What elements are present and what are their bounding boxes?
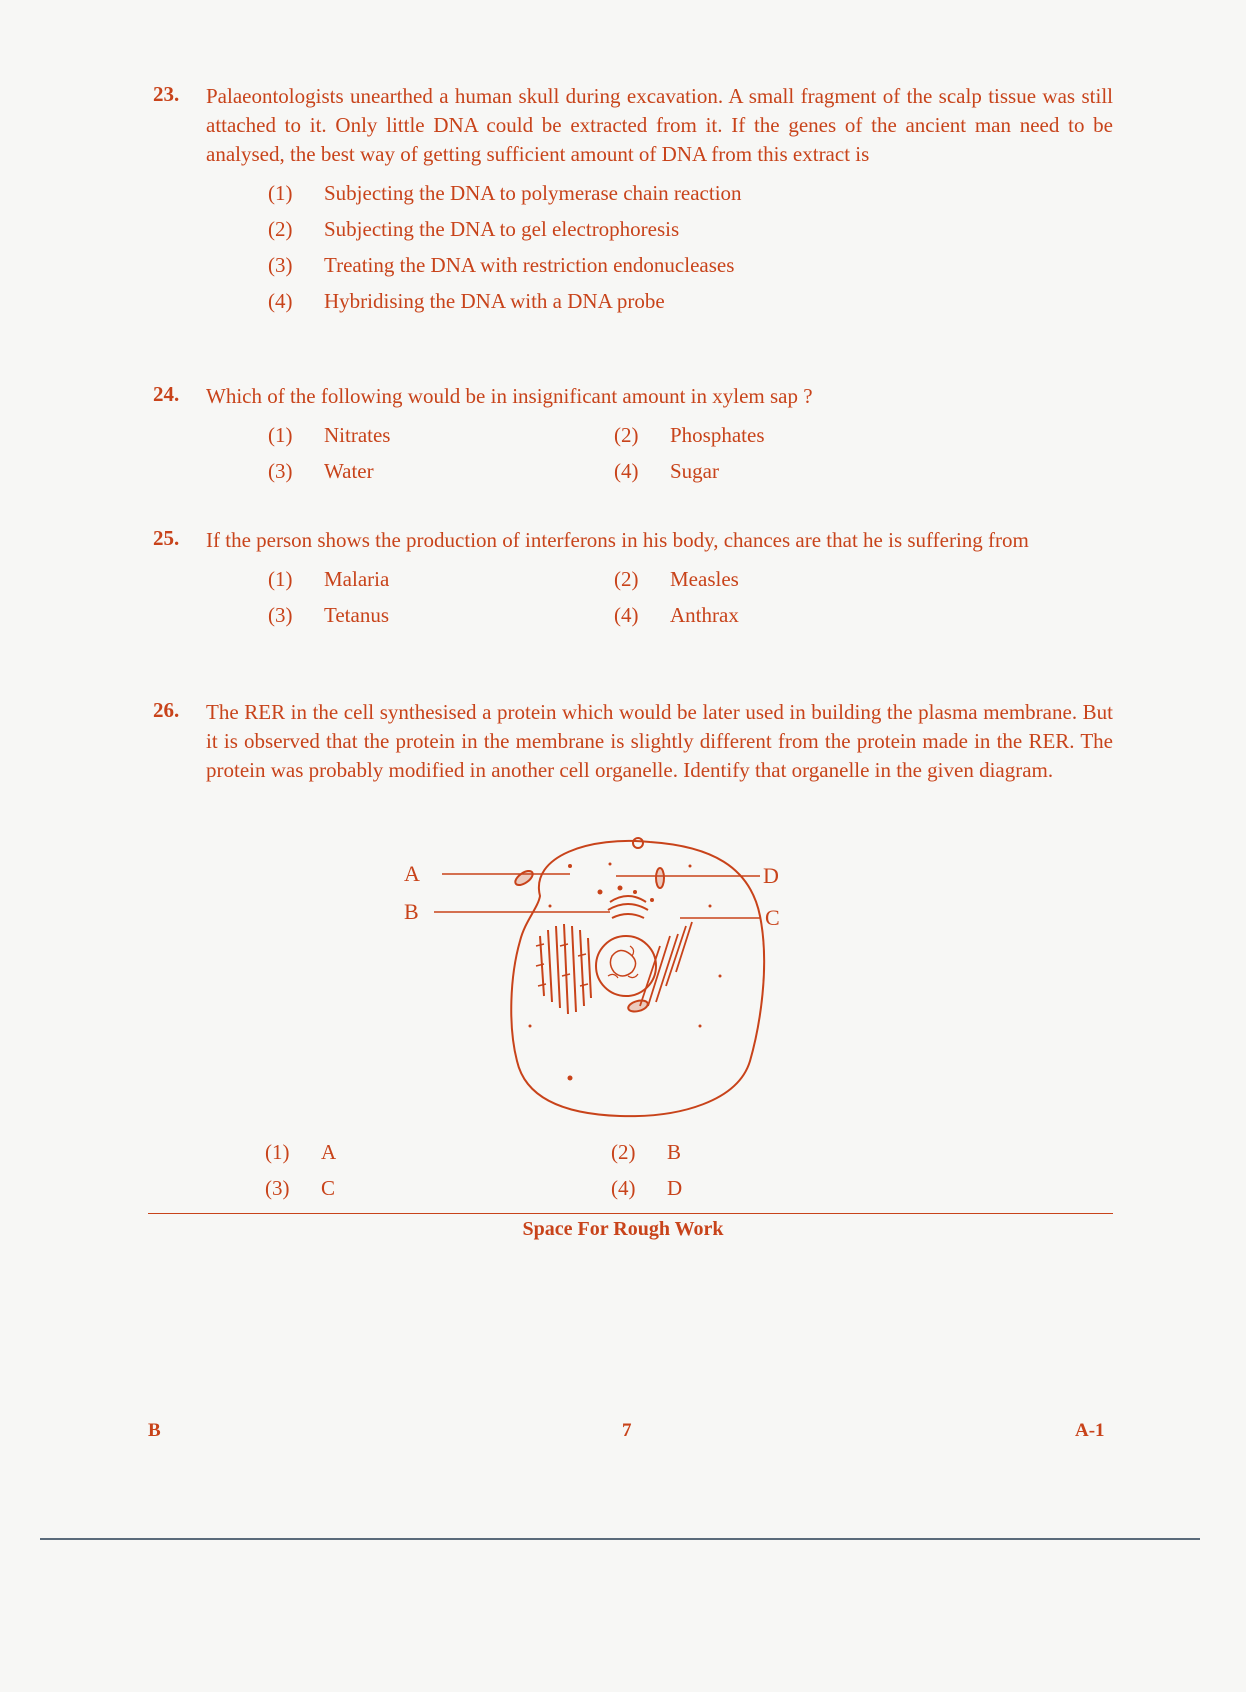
- option-4: [614, 453, 914, 489]
- option-text: Malaria: [324, 567, 390, 591]
- option-4: [268, 283, 1113, 319]
- option-1: [265, 1134, 611, 1170]
- option-3: [268, 247, 1113, 283]
- option-4: [614, 597, 914, 633]
- option-number: (3): [268, 603, 293, 627]
- cell-membrane: [511, 841, 764, 1116]
- cell-diagram: [404, 826, 840, 1126]
- question-26: [153, 698, 1113, 785]
- golgi-body: [608, 896, 648, 918]
- golgi-vesicle: [618, 886, 623, 891]
- options-list: [268, 175, 1113, 319]
- option-text: Anthrax: [670, 603, 739, 627]
- option-text: Nitrates: [324, 423, 391, 447]
- divider-line: [148, 1213, 1113, 1214]
- option-2: [268, 211, 1113, 247]
- question-number: 23.: [153, 82, 180, 106]
- option-number: (1): [268, 567, 293, 591]
- option-3: [268, 453, 614, 489]
- option-number: (3): [268, 253, 293, 277]
- question-text: Palaeontologists unearthed a human skull during excavation. A small fragment of the scalp tissue was still attached to it. Only little DNA could be extracted from it. If the genes of the ancient man need to be analysed, the best way of getting sufficient amount of DNA from this extract is: [206, 84, 1113, 166]
- option-number: (4): [268, 289, 293, 313]
- golgi-vesicle: [633, 890, 637, 894]
- golgi-vesicle: [598, 890, 603, 895]
- option-number: (3): [268, 459, 293, 483]
- question-number: 25.: [153, 526, 180, 550]
- smooth-er: [640, 922, 692, 1006]
- option-2: [614, 561, 914, 597]
- option-text: Subjecting the DNA to polymerase chain reaction: [324, 181, 742, 205]
- option-1: [268, 417, 614, 453]
- option-number: (4): [611, 1176, 636, 1200]
- question-text: The RER in the cell synthesised a protein which would be later used in building the plasma membrane. But it is observed that the protein in the membrane is slightly different from the protein made in the RER. The protein was probably modified in another cell organelle. Identify that organelle in the given diagram.: [206, 700, 1113, 782]
- question-23: [153, 82, 1113, 319]
- page-number: 7: [622, 1420, 632, 1441]
- label-b: B: [404, 899, 419, 924]
- option-text: Subjecting the DNA to gel electrophoresis: [324, 217, 680, 241]
- option-text: Phosphates: [670, 423, 765, 447]
- option-number: (4): [614, 459, 639, 483]
- option-number: (2): [614, 567, 639, 591]
- label-c: C: [765, 905, 780, 930]
- option-text: Water: [324, 459, 374, 483]
- label-d: D: [763, 863, 779, 888]
- option-number: (2): [268, 217, 293, 241]
- option-4: [611, 1170, 911, 1206]
- vesicle: [633, 838, 643, 848]
- option-text: Tetanus: [324, 603, 390, 627]
- question-number: 26.: [153, 698, 180, 722]
- option-number: (3): [265, 1176, 290, 1200]
- option-number: (1): [268, 181, 293, 205]
- label-a: A: [404, 861, 420, 886]
- mitochondrion: [627, 999, 649, 1014]
- rough-work-heading: Space For Rough Work: [522, 1218, 724, 1240]
- options-list-q26: [265, 1134, 911, 1206]
- option-text: Sugar: [670, 459, 719, 483]
- option-text: A: [321, 1140, 337, 1164]
- page-bottom-edge: [40, 1538, 1200, 1540]
- option-text: Measles: [670, 567, 739, 591]
- options-list: [268, 561, 1113, 633]
- option-3: [268, 597, 614, 633]
- question-25: [153, 526, 1113, 633]
- option-text: D: [667, 1176, 683, 1200]
- option-text: Hybridising the DNA with a DNA probe: [324, 289, 665, 313]
- question-number: 24.: [153, 382, 180, 406]
- option-3: [265, 1170, 611, 1206]
- question-text: If the person shows the production of interferons in his body, chances are that he is suffering from: [206, 528, 1029, 552]
- question-text: Which of the following would be in insignificant amount in xylem sap ?: [206, 384, 813, 408]
- option-number: (1): [268, 423, 293, 447]
- rough-er: [540, 924, 591, 1014]
- option-2: [614, 417, 914, 453]
- option-text: Treating the DNA with restriction endonucleases: [324, 253, 735, 277]
- footer-series-code: A-1: [1075, 1420, 1105, 1441]
- option-number: (1): [265, 1140, 290, 1164]
- option-text: B: [667, 1140, 682, 1164]
- option-text: C: [321, 1176, 336, 1200]
- footer-booklet-code: B: [148, 1420, 161, 1441]
- option-1: [268, 561, 614, 597]
- option-number: (4): [614, 603, 639, 627]
- mitochondrion: [656, 868, 664, 888]
- option-2: [611, 1134, 911, 1170]
- option-1: [268, 175, 1113, 211]
- question-24: [153, 382, 1113, 489]
- option-number: (2): [611, 1140, 636, 1164]
- golgi-vesicle: [650, 898, 654, 902]
- nucleolus: [610, 950, 635, 976]
- mitochondrion: [513, 868, 535, 888]
- options-list: [268, 417, 1113, 489]
- option-number: (2): [614, 423, 639, 447]
